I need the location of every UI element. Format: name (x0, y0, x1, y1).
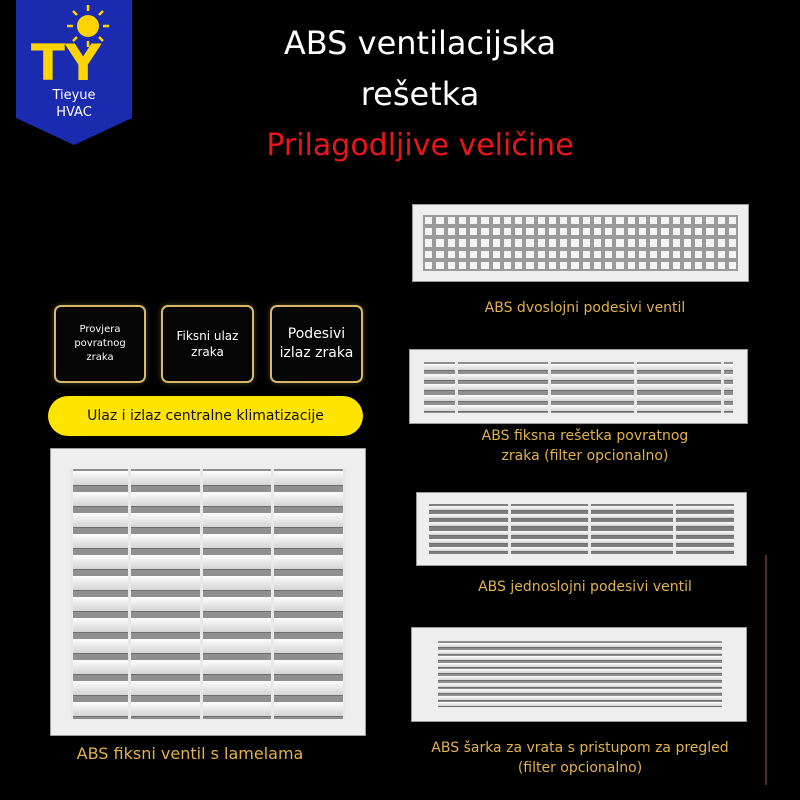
caption-item-3: ABS jednoslojni podesivi ventil (478, 579, 692, 595)
slat (424, 384, 733, 391)
support-bar (128, 469, 131, 719)
slat (70, 639, 346, 654)
grid-cell (616, 228, 623, 235)
grid-cell (605, 217, 612, 224)
slat (70, 555, 346, 570)
grid-cell (650, 228, 657, 235)
door-slats (438, 641, 722, 707)
slat (70, 702, 346, 717)
return-slats (424, 362, 733, 413)
grid-cell (616, 262, 623, 269)
slat (438, 656, 722, 661)
grid-cell (639, 239, 646, 246)
grid-cell (661, 251, 668, 258)
grid-mesh (423, 215, 738, 271)
grid-cell (594, 228, 601, 235)
slat (429, 506, 734, 511)
grid-cell (526, 239, 533, 246)
grid-cell (695, 228, 702, 235)
grid-cell (425, 217, 432, 224)
double-layer-vent-image (412, 204, 749, 282)
grid-cell (650, 262, 657, 269)
grid-cell (695, 217, 702, 224)
support-bar (673, 504, 676, 554)
slat (429, 531, 734, 536)
grid-cell (639, 262, 646, 269)
grid-cell (639, 228, 646, 235)
grid-cell (639, 217, 646, 224)
grid-cell (481, 228, 488, 235)
slat (70, 660, 346, 675)
slat (438, 669, 722, 674)
grid-cell (470, 239, 477, 246)
grid-cell (718, 217, 725, 224)
support-bar (588, 504, 591, 554)
grid-cell (504, 239, 511, 246)
grid-cell (695, 262, 702, 269)
support-bar (455, 362, 458, 413)
slat (70, 618, 346, 633)
grid-cell (425, 262, 432, 269)
grid-cell (706, 228, 713, 235)
grid-cell (571, 239, 578, 246)
grid-cell (628, 228, 635, 235)
grid-cell (706, 251, 713, 258)
grid-cell (470, 262, 477, 269)
edge-line (765, 555, 767, 785)
feature-box-adjustable-outlet (270, 305, 363, 383)
slat (438, 650, 722, 655)
grid-cell (673, 228, 680, 235)
grid-cell (448, 239, 455, 246)
main-louver-grille-image (50, 448, 366, 736)
grid-cell (549, 239, 556, 246)
page-title (180, 22, 660, 116)
grid-cell (504, 217, 511, 224)
slat (438, 689, 722, 694)
support-bar (634, 362, 637, 413)
grid-cell (515, 251, 522, 258)
grid-cell (504, 262, 511, 269)
grid-cell (526, 217, 533, 224)
caption-item-4: ABS šarka za vrata s pristupom za pregled (filter opcionalno) (431, 740, 729, 776)
slat (438, 676, 722, 681)
support-bar (721, 362, 724, 413)
slat (70, 681, 346, 696)
slat (70, 513, 346, 528)
grid-cell (684, 239, 691, 246)
grid-cell (448, 217, 455, 224)
feature-box-fixed-inlet (161, 305, 254, 383)
support-bar (70, 469, 73, 719)
grid-cell (493, 239, 500, 246)
slat (70, 597, 346, 612)
grid-cell (493, 262, 500, 269)
grid-cell (684, 262, 691, 269)
grid-cell (436, 251, 443, 258)
grid-cell (436, 217, 443, 224)
feature-label: Podesivi izlaz zraka (279, 326, 354, 361)
grid-cell (459, 239, 466, 246)
grid-cell (605, 262, 612, 269)
grid-cell (571, 217, 578, 224)
grid-cell (706, 262, 713, 269)
slat (70, 492, 346, 507)
grid-cell (459, 228, 466, 235)
grid-cell (628, 251, 635, 258)
caption-item-1: ABS dvoslojni podesivi ventil (484, 300, 686, 316)
slat (438, 702, 722, 707)
grid-cell (538, 239, 545, 246)
support-bar (343, 469, 346, 719)
grid-cell (605, 239, 612, 246)
grid-cell (673, 217, 680, 224)
single-layer-vent-image (416, 492, 747, 566)
support-bar (508, 504, 511, 554)
grid-cell (639, 251, 646, 258)
grid-cell (594, 251, 601, 258)
logo-letters: TY (30, 34, 102, 92)
grid-cell (673, 239, 680, 246)
feature-label: Fiksni ulaz zraka (176, 329, 239, 359)
grid-cell (729, 262, 736, 269)
grid-cell (729, 251, 736, 258)
grid-cell (481, 239, 488, 246)
grid-cell (560, 217, 567, 224)
caption-main: ABS fiksni ventil s lamelama (76, 744, 304, 763)
grid-cell (706, 239, 713, 246)
feature-label: Provjera povratnog zraka (74, 324, 126, 363)
grid-cell (628, 217, 635, 224)
grid-cell (594, 217, 601, 224)
grid-cell (594, 262, 601, 269)
slat (70, 576, 346, 591)
grid-cell (695, 239, 702, 246)
grid-cell (571, 251, 578, 258)
slat (424, 364, 733, 371)
grid-cell (515, 239, 522, 246)
grid-cell (459, 217, 466, 224)
slat (429, 514, 734, 519)
grid-cell (515, 228, 522, 235)
grid-cell (718, 251, 725, 258)
grid-cell (695, 251, 702, 258)
grid-cell (594, 239, 601, 246)
grid-cell (729, 228, 736, 235)
louver-slats (70, 469, 346, 719)
grid-cell (538, 228, 545, 235)
slat (429, 522, 734, 527)
grid-cell (684, 228, 691, 235)
grid-cell (493, 217, 500, 224)
grid-cell (515, 217, 522, 224)
grid-cell (504, 251, 511, 258)
single-slats (429, 504, 734, 554)
grid-cell (605, 251, 612, 258)
grid-cell (650, 217, 657, 224)
grid-cell (684, 217, 691, 224)
grid-cell (560, 251, 567, 258)
grid-cell (470, 217, 477, 224)
grid-cell (706, 217, 713, 224)
grid-cell (493, 251, 500, 258)
grid-cell (549, 262, 556, 269)
grid-cell (673, 262, 680, 269)
title-line-1: ABS ventilacijska (283, 24, 557, 62)
slat (424, 405, 733, 412)
grid-cell (718, 228, 725, 235)
grid-cell (661, 239, 668, 246)
grid-cell (560, 228, 567, 235)
grid-cell (526, 262, 533, 269)
grid-cell (526, 251, 533, 258)
grid-cell (684, 251, 691, 258)
grid-cell (661, 217, 668, 224)
grid-cell (616, 251, 623, 258)
slat (438, 683, 722, 688)
grid-cell (504, 228, 511, 235)
feature-box-return-air (54, 305, 146, 383)
grid-cell (549, 217, 556, 224)
grid-cell (616, 239, 623, 246)
grid-cell (515, 262, 522, 269)
grid-cell (650, 239, 657, 246)
support-bar (271, 469, 274, 719)
grid-cell (616, 217, 623, 224)
grid-cell (436, 262, 443, 269)
grid-cell (481, 217, 488, 224)
grid-cell (481, 262, 488, 269)
brand-logo-icon (16, 0, 132, 145)
grid-cell (583, 239, 590, 246)
grid-cell (718, 239, 725, 246)
slat (438, 643, 722, 648)
page-subtitle: Prilagodljive veličine (266, 128, 574, 163)
grid-cell (448, 251, 455, 258)
slat (424, 374, 733, 381)
slat (70, 471, 346, 486)
grid-cell (718, 262, 725, 269)
grid-cell (425, 239, 432, 246)
grid-cell (459, 262, 466, 269)
grid-cell (425, 251, 432, 258)
grid-cell (571, 262, 578, 269)
grid-cell (628, 262, 635, 269)
grid-cell (571, 228, 578, 235)
slat (70, 534, 346, 549)
grid-cell (560, 262, 567, 269)
grid-cell (729, 239, 736, 246)
grid-cell (661, 262, 668, 269)
grid-cell (605, 228, 612, 235)
access-door-grille-image (411, 627, 747, 722)
grid-cell (436, 228, 443, 235)
grid-cell (538, 217, 545, 224)
grid-cell (459, 251, 466, 258)
caption-item-2: ABS fiksna rešetka povratnog zraka (filter opcionalno) (481, 428, 689, 464)
grid-cell (661, 228, 668, 235)
title-line-2: rešetka (360, 75, 480, 113)
banner-text: Ulaz i izlaz centralne klimatizacije (87, 408, 324, 424)
grid-cell (526, 228, 533, 235)
grid-cell (628, 239, 635, 246)
grid-cell (470, 251, 477, 258)
grid-cell (425, 228, 432, 235)
grid-cell (470, 228, 477, 235)
grid-cell (560, 239, 567, 246)
grid-cell (673, 251, 680, 258)
grid-cell (549, 251, 556, 258)
grid-cell (583, 217, 590, 224)
support-bar (200, 469, 203, 719)
grid-cell (436, 239, 443, 246)
grid-cell (538, 251, 545, 258)
grid-cell (650, 251, 657, 258)
grid-cell (448, 228, 455, 235)
grid-cell (549, 228, 556, 235)
grid-cell (583, 228, 590, 235)
grid-cell (729, 217, 736, 224)
grid-cell (493, 228, 500, 235)
grid-cell (448, 262, 455, 269)
brand-subname: HVAC (56, 105, 92, 120)
support-bar (548, 362, 551, 413)
slat (438, 696, 722, 701)
grid-cell (538, 262, 545, 269)
slat (424, 395, 733, 402)
banner (48, 396, 363, 436)
grid-cell (583, 251, 590, 258)
slat (429, 539, 734, 544)
grid-cell (583, 262, 590, 269)
grid-cell (481, 251, 488, 258)
slat (429, 547, 734, 552)
fixed-return-grille-image (409, 349, 748, 424)
slat (438, 663, 722, 668)
brand-name: Tieyue (52, 88, 96, 103)
